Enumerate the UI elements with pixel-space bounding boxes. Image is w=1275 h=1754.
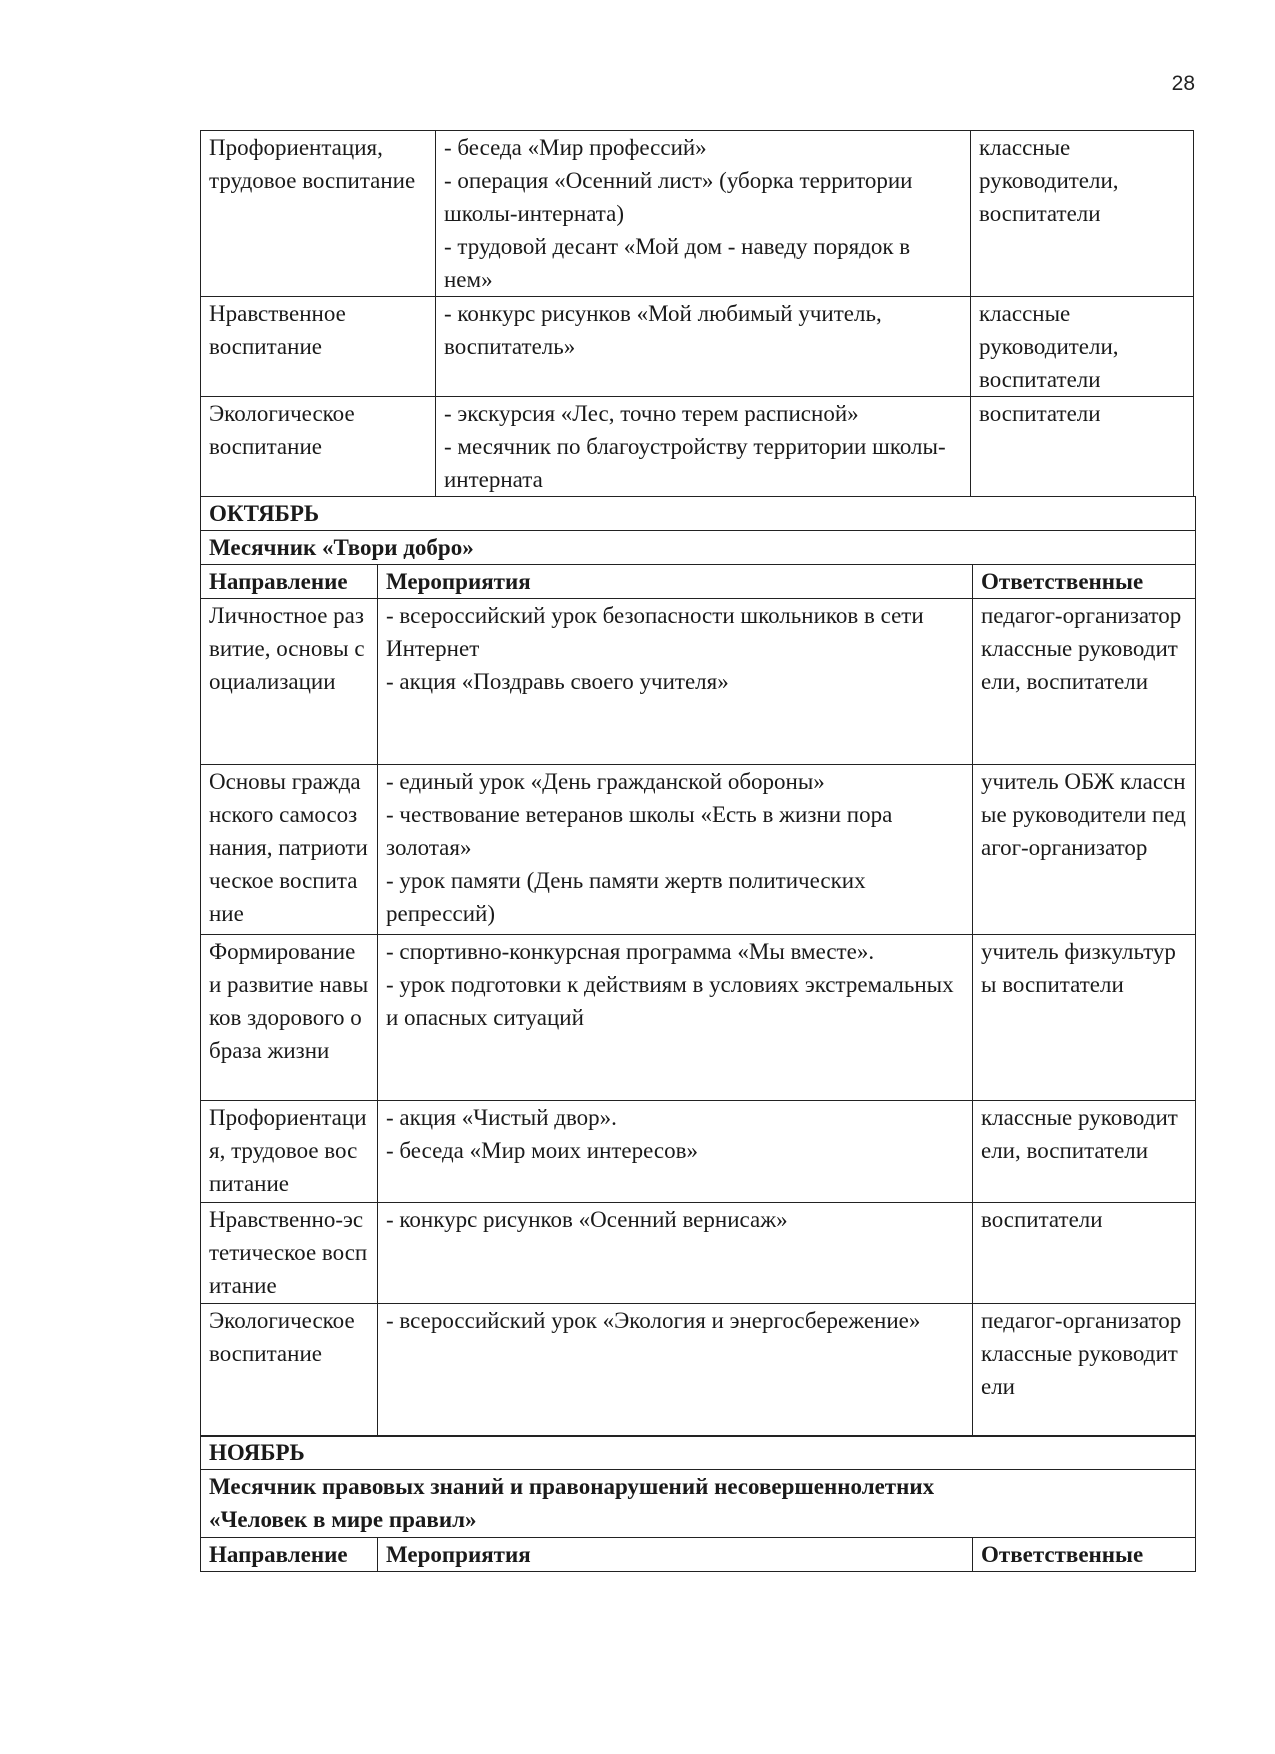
table-row [201,131,1194,297]
responsible-cell: классные руководители, воспитатели [973,1100,1196,1202]
campaign-row [201,1470,1196,1538]
responsible-cell: воспитатели [973,1202,1196,1303]
event-item: - чествование ветеранов школы «Есть в жизни пора золотая» [386,801,893,860]
column-header-responsible: Ответственные [973,564,1196,598]
events-cell [378,934,973,1100]
event-item: - конкурс рисунков «Мой любимый учитель, воспитатель» [444,301,882,359]
event-item: - конкурс рисунков «Осенний вернисаж» [386,1206,788,1232]
month-heading: ОКТЯБРЬ [201,496,1196,530]
campaign-heading: Месячник правовых знаний и правонарушений несовершеннолетних «Человек в мире правил» [201,1470,1196,1538]
direction-cell: Экологическое воспитание [201,397,436,497]
column-header-direction: Направление [201,564,378,598]
event-item: - единый урок «День гражданской обороны» [386,768,825,794]
table-row [201,1100,1196,1202]
campaign-heading: Месячник «Твори добро» [201,530,1196,564]
column-header-events: Мероприятия [378,564,973,598]
header-row [201,564,1196,598]
responsible-cell: классные руководители, воспитатели [971,297,1194,397]
event-item: - операция «Осенний лист» (уборка территории школы-интерната) [444,168,913,226]
november-table [200,1435,1196,1572]
table-row [201,934,1196,1100]
events-cell [436,297,971,397]
event-item: - акция «Чистый двор». [386,1104,617,1130]
table-row [201,598,1196,764]
direction-cell: Нравственное воспитание [201,297,436,397]
responsible-cell: учитель ОБЖ классные руководители педагог-организатор [973,764,1196,934]
responsible-cell: педагог-организатор классные руководители [973,1303,1196,1436]
event-item: - спортивно-конкурсная программа «Мы вместе». [386,938,875,964]
column-header-direction: Направление [201,1538,378,1572]
page-number: 28 [1171,72,1195,95]
plan-document [200,130,1195,1572]
event-item: - месячник по благоустройству территории школы-интерната [444,434,946,492]
events-cell [436,131,971,297]
table-row [201,764,1196,934]
october-table [200,496,1196,1437]
table-row [201,397,1194,497]
table-row [201,1303,1196,1436]
event-item: - всероссийский урок «Экология и энергосбережение» [386,1307,921,1333]
event-item: - урок подготовки к действиям в условиях экстремальных и опасных ситуаций [386,971,954,1030]
events-cell [378,1100,973,1202]
event-item: - беседа «Мир профессий» [444,135,707,160]
header-row [201,1538,1196,1572]
event-item: - акция «Поздравь своего учителя» [386,668,729,694]
campaign-row [201,530,1196,564]
september-continuation-table [200,130,1194,497]
events-cell [378,598,973,764]
direction-cell: Нравственно-эстетическое воспитание [201,1202,378,1303]
event-item: - всероссийский урок безопасности школьников в сети Интернет [386,602,924,661]
table-row [201,1202,1196,1303]
month-row [201,1436,1196,1470]
events-cell [378,1303,973,1436]
direction-cell: Личностное развитие, основы социализации [201,598,378,764]
direction-cell: Основы гражданского самосознания, патриотическое воспитание [201,764,378,934]
responsible-cell: педагог-организатор классные руководители, воспитатели [973,598,1196,764]
direction-cell: Экологическое воспитание [201,1303,378,1436]
events-cell [378,764,973,934]
direction-cell: Профориентация, трудовое воспитание [201,131,436,297]
responsible-cell: классные руководители, воспитатели [971,131,1194,297]
column-header-responsible: Ответственные [973,1538,1196,1572]
event-item: - беседа «Мир моих интересов» [386,1137,698,1163]
column-header-events: Мероприятия [378,1538,973,1572]
direction-cell: Профориентация, трудовое воспитание [201,1100,378,1202]
responsible-cell: воспитатели [971,397,1194,497]
event-item: - урок памяти (День памяти жертв политических репрессий) [386,867,866,926]
responsible-cell: учитель физкультуры воспитатели [973,934,1196,1100]
direction-cell: Формирование и развитие навыков здорового образа жизни [201,934,378,1100]
events-cell [378,1202,973,1303]
event-item: - экскурсия «Лес, точно терем расписной» [444,401,859,426]
month-heading: НОЯБРЬ [201,1436,1196,1470]
events-cell [436,397,971,497]
month-row [201,496,1196,530]
table-row [201,297,1194,397]
event-item: - трудовой десант «Мой дом - наведу порядок в нем» [444,234,911,292]
